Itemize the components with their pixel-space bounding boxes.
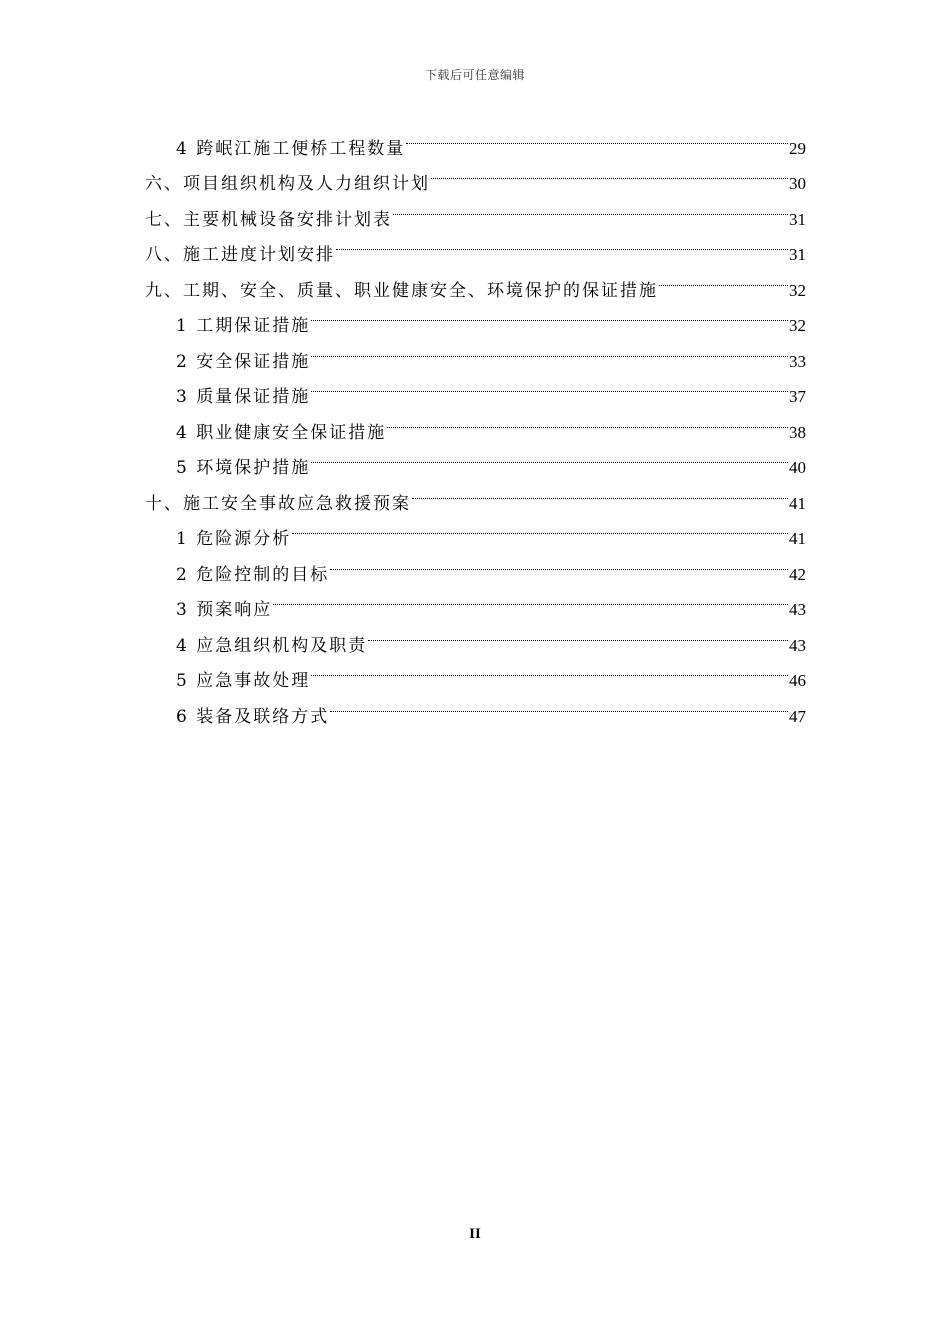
toc-entry-page: 31: [789, 209, 806, 229]
toc-entry-label: 2 安全保证措施: [176, 351, 311, 372]
toc-entry-label: 4 跨岷江施工便桥工程数量: [176, 138, 406, 159]
toc-entry-page: 37: [789, 387, 806, 406]
toc-entry-page: 43: [789, 600, 806, 619]
toc-entry-page: 41: [789, 493, 806, 513]
toc-entry-page: 43: [789, 635, 806, 655]
toc-entry-page: 31: [789, 245, 806, 264]
dot-leader: [412, 473, 788, 509]
toc-entry-label: 七、主要机械设备安排计划表: [145, 209, 392, 230]
dot-leader: [311, 296, 788, 332]
toc-entry-label: 十、施工安全事故应急救援预案: [145, 493, 411, 514]
toc-entry-label: 4 应急组织机构及职责: [176, 635, 368, 656]
toc-entry-page: 41: [789, 529, 806, 548]
toc-entry-label: 八、施工进度计划安排: [145, 245, 335, 265]
page-number: II: [469, 1226, 481, 1242]
toc-entry-page: 32: [789, 280, 806, 300]
toc-entry-page: 40: [789, 458, 806, 477]
toc-entry-label: 6 装备及联络方式: [176, 706, 330, 727]
dot-leader: [330, 544, 788, 580]
toc-entry-label: 4 职业健康安全保证措施: [176, 422, 387, 443]
toc-entry-page: 33: [789, 351, 806, 371]
toc-entry-page: 47: [789, 706, 806, 726]
toc-entry-label: 九、工期、安全、质量、职业健康安全、环境保护的保证措施: [145, 280, 658, 301]
dot-leader: [311, 367, 788, 403]
toc-entry-page: 46: [789, 671, 806, 690]
header-note: 下载后可任意编辑: [424, 68, 525, 82]
toc-entry-page: 29: [789, 138, 806, 158]
dot-leader: [311, 331, 788, 367]
dot-leader: [311, 438, 788, 474]
dot-leader: [368, 615, 788, 651]
toc-entry[interactable]: [145, 118, 806, 159]
dot-leader: [393, 189, 788, 225]
toc-entry-label: 六、项目组织机构及人力组织计划: [145, 174, 430, 194]
dot-leader: [292, 509, 788, 545]
dot-leader: [431, 154, 788, 190]
dot-leader: [273, 580, 788, 616]
toc-entry-label: 1 工期保证措施: [176, 316, 311, 336]
toc-entry-page: 42: [789, 564, 806, 584]
toc-entry-label: 3 质量保证措施: [176, 387, 311, 407]
dot-leader: [387, 402, 788, 438]
table-of-contents: [145, 118, 806, 727]
toc-entry-page: 30: [789, 174, 806, 193]
toc-entry-page: 32: [789, 316, 806, 335]
toc-entry-label: 3 预案响应: [176, 600, 273, 620]
dot-leader: [659, 260, 788, 296]
dot-leader: [406, 118, 788, 154]
toc-entry-label: 1 危险源分析: [176, 529, 292, 549]
dot-leader: [336, 225, 788, 261]
dot-leader: [311, 651, 788, 687]
toc-entry-label: 2 危险控制的目标: [176, 564, 330, 585]
toc-entry-label: 5 环境保护措施: [176, 458, 311, 478]
toc-entry-label: 5 应急事故处理: [176, 671, 311, 691]
dot-leader: [330, 686, 788, 722]
toc-entry-page: 38: [789, 422, 806, 442]
